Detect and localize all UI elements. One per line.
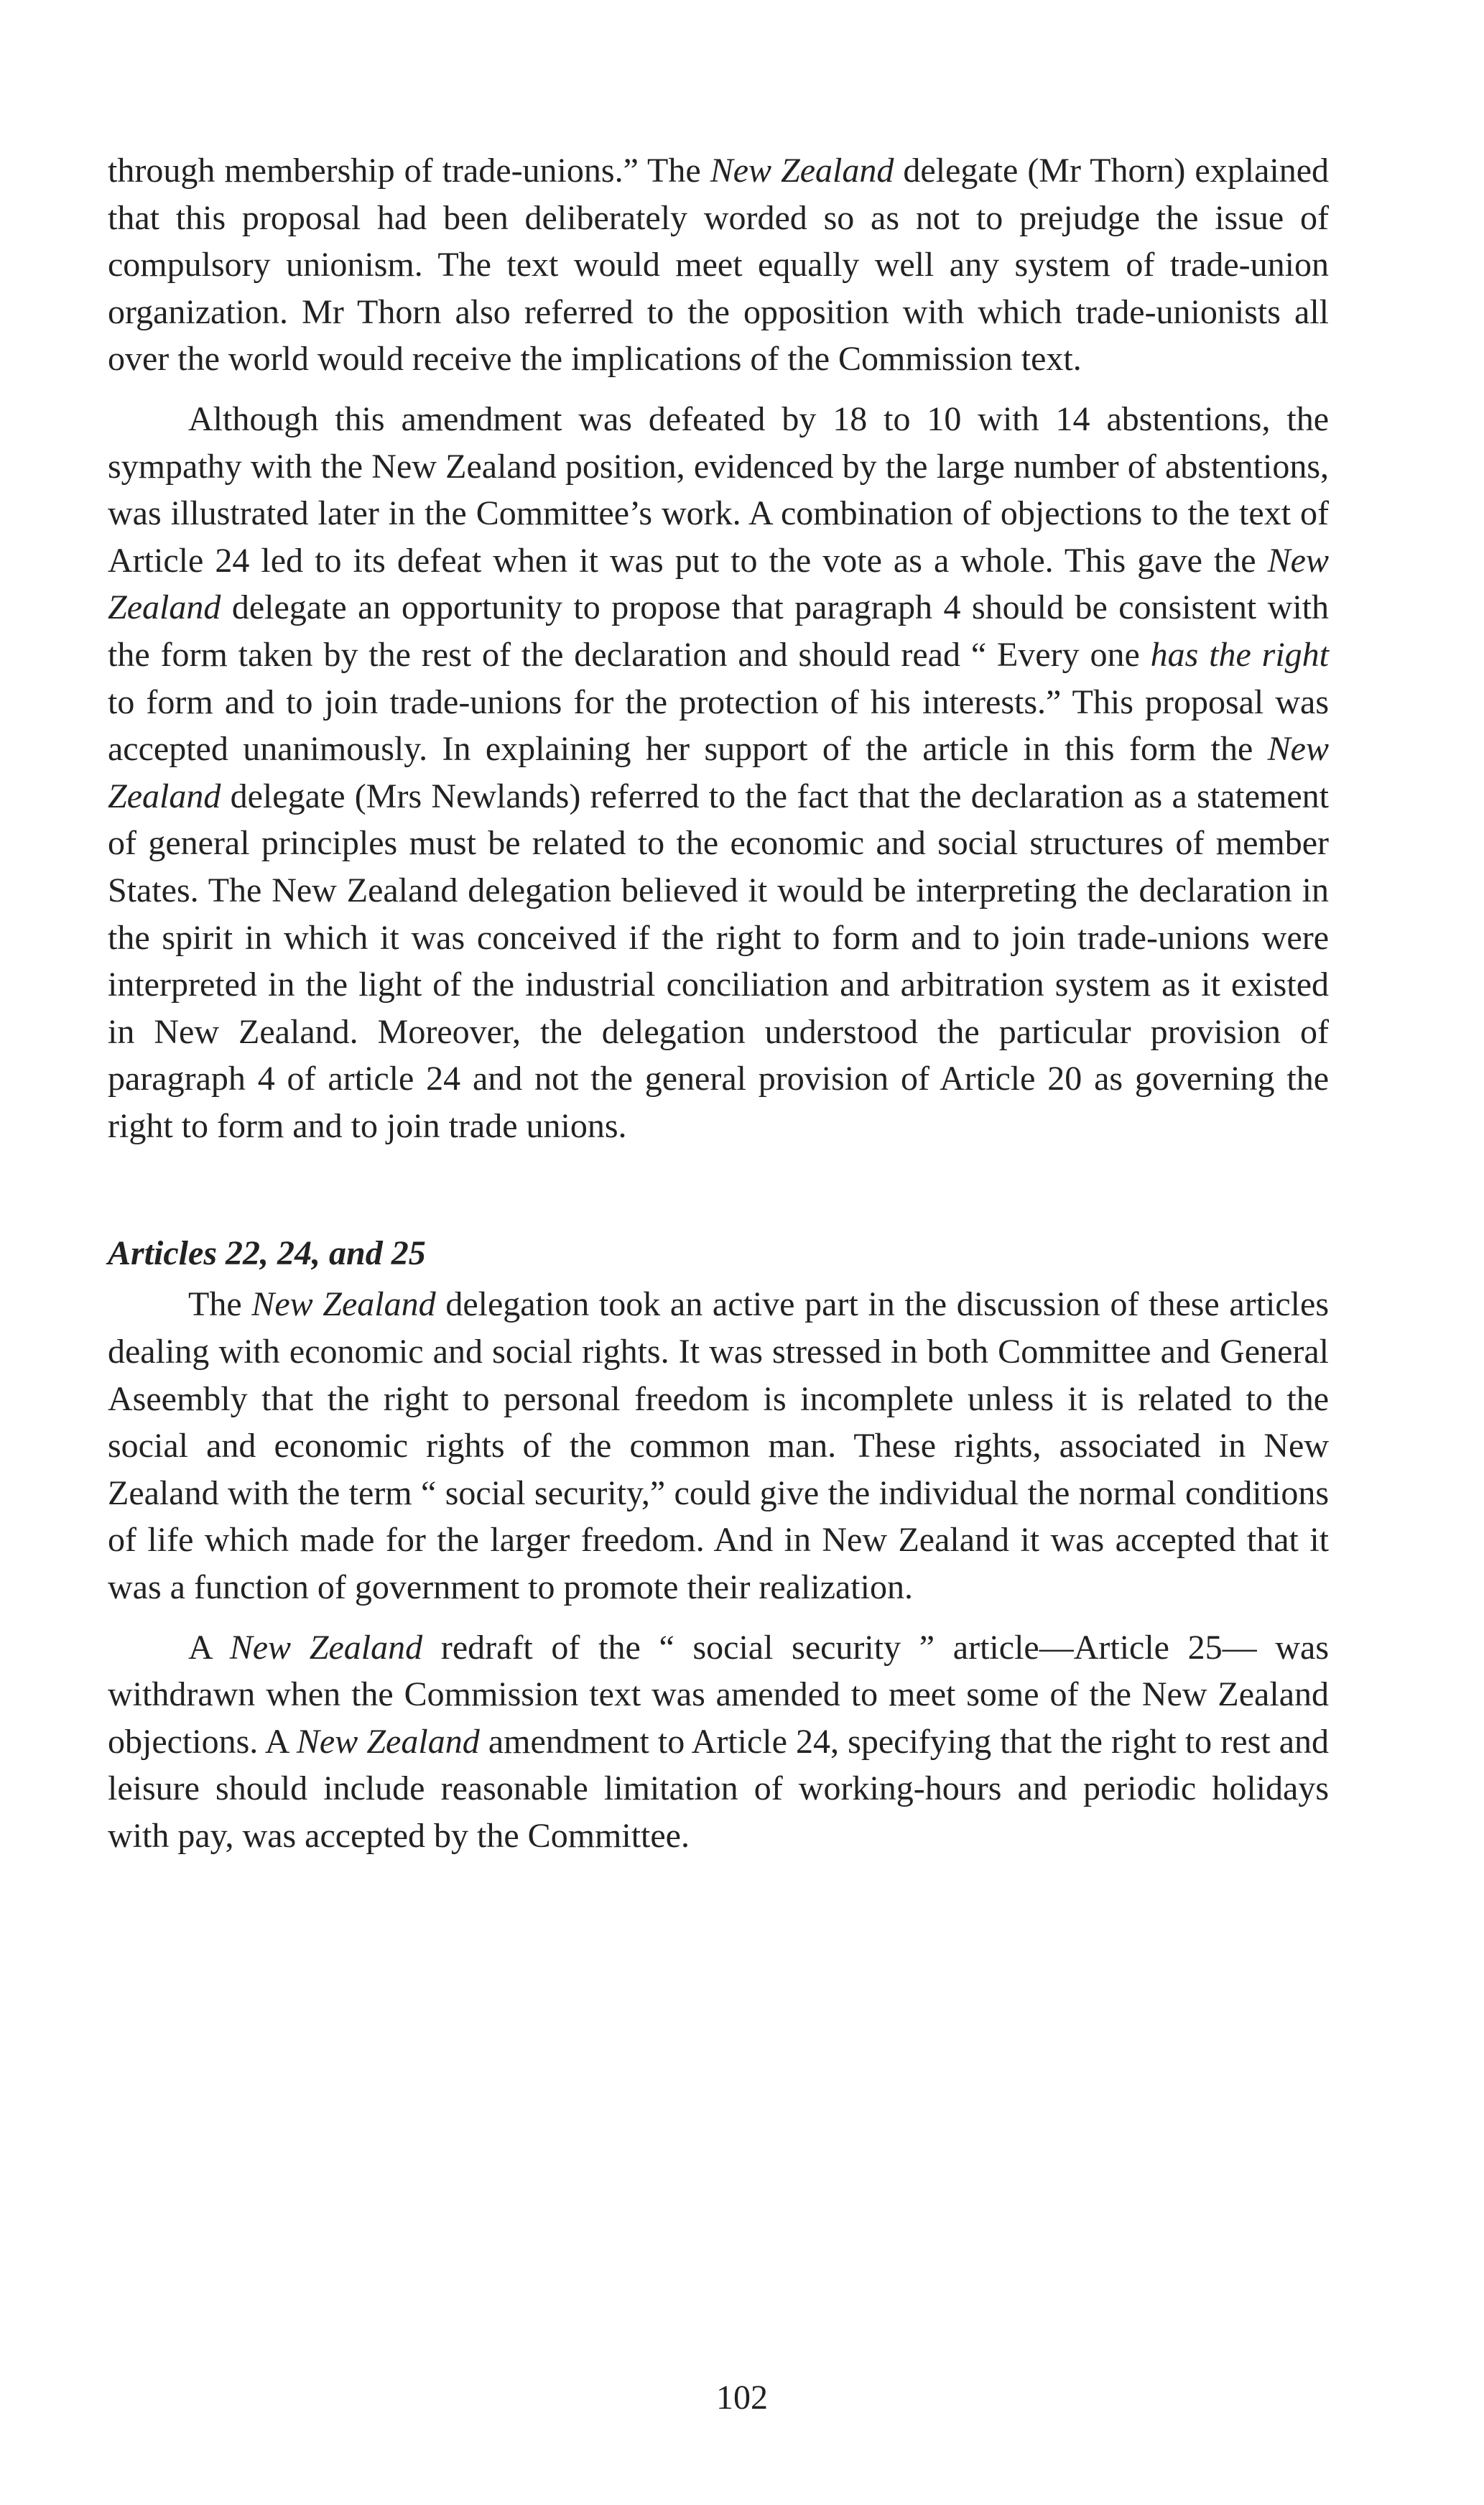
p3-text-1: The <box>188 1285 252 1324</box>
p4-new-zealand-italic-2: New Zealand <box>296 1722 480 1761</box>
p2-new-zealand-italic-1: New Zealand <box>108 541 1329 627</box>
p2-text-2: delegate an opportunity to propose that paragraph 4 should be consistent with the form taken by the rest of the declaration and should read “ Every one <box>108 588 1329 674</box>
p1-text-after: delegate (Mr Thorn) explained that this proposal had been deliberately worded so as not to prejudge the issue of compulsory unionism. The text would meet equally well any system of trade-union organization. Mr Thorn also referred to the opposition with which trade-unionists all over the world would receive the implications of the Commission text. <box>108 152 1330 379</box>
p2-text-1: Although this amendment was defeated by 18 to 10 with 14 abstentions, the sympathy with the New Zealand position, evidenced by the large number of abstentions, was illustrated later in the Committee’s work. A combination of objections to the text of Article 24 led to its defeat when it was put to the vote as a whole. This gave the <box>108 399 1329 580</box>
paragraph-amendment-defeated <box>108 396 1329 1150</box>
p1-text-before: through membership of trade-unions.” The <box>108 152 710 190</box>
p3-new-zealand-italic: New Zealand <box>251 1285 436 1324</box>
p4-text-1: A <box>188 1628 230 1667</box>
p4-text-2: redraft of the “ social security ” article—Article 25— was withdrawn when the Commission text was amended to meet some of the New Zealand objections. A <box>108 1628 1330 1761</box>
p2-has-the-right-italic: has the right <box>1150 635 1330 674</box>
p2-text-3: to form and to join trade-unions for the protection of his interests.” This proposal was accepted unanimously. In explaining her support of the article in this form the <box>108 682 1329 769</box>
p4-text-3: amendment to Article 24, specifying that the right to rest and leisure should include reasonable limitation of working-hours and periodic holidays with pay, was accepted by the Committee. <box>108 1722 1330 1855</box>
p3-text-2: delegation took an active part in the discussion of these articles dealing with economic and social rights. It was stressed in both Committee and General Aseembly that the right to personal freedom is incomplete unless it is related to the social and economic rights of the common man. These rights, associated in New Zealand with the term “ social security,” could give the individual the normal conditions of life which made for the larger freedom. And in New Zealand it was accepted that it was a function of government to promote their realization. <box>108 1285 1329 1607</box>
page-body <box>108 147 1329 1860</box>
page-number: 102 <box>716 2379 768 2417</box>
p1-new-zealand-italic: New Zealand <box>710 152 894 190</box>
paragraph-social-security-redraft <box>108 1624 1329 1860</box>
paragraph-economic-social-rights <box>108 1281 1329 1611</box>
section-heading: Articles 22, 24, and 25 <box>108 1234 426 1273</box>
p2-text-4: delegate (Mrs Newlands) referred to the fact that the declaration as a statement of general principles must be related to the economic and social structures of member States. The New Zealand delegation believed it would be interpreting the declaration in the spirit in which it was conceived if the right to form and to join trade-unions were interpreted in the light of the industrial conciliation and arbitration system as it existed in New Zealand. Moreover, the delegation understood the particular provision of paragraph 4 of article 24 and not the general provision of Article 20 as governing the right to form and to join trade unions. <box>108 777 1329 1145</box>
p2-new-zealand-italic-2: New Zealand <box>108 730 1329 815</box>
paragraph-continuation <box>108 147 1329 383</box>
p4-new-zealand-italic-1: New Zealand <box>229 1628 423 1667</box>
